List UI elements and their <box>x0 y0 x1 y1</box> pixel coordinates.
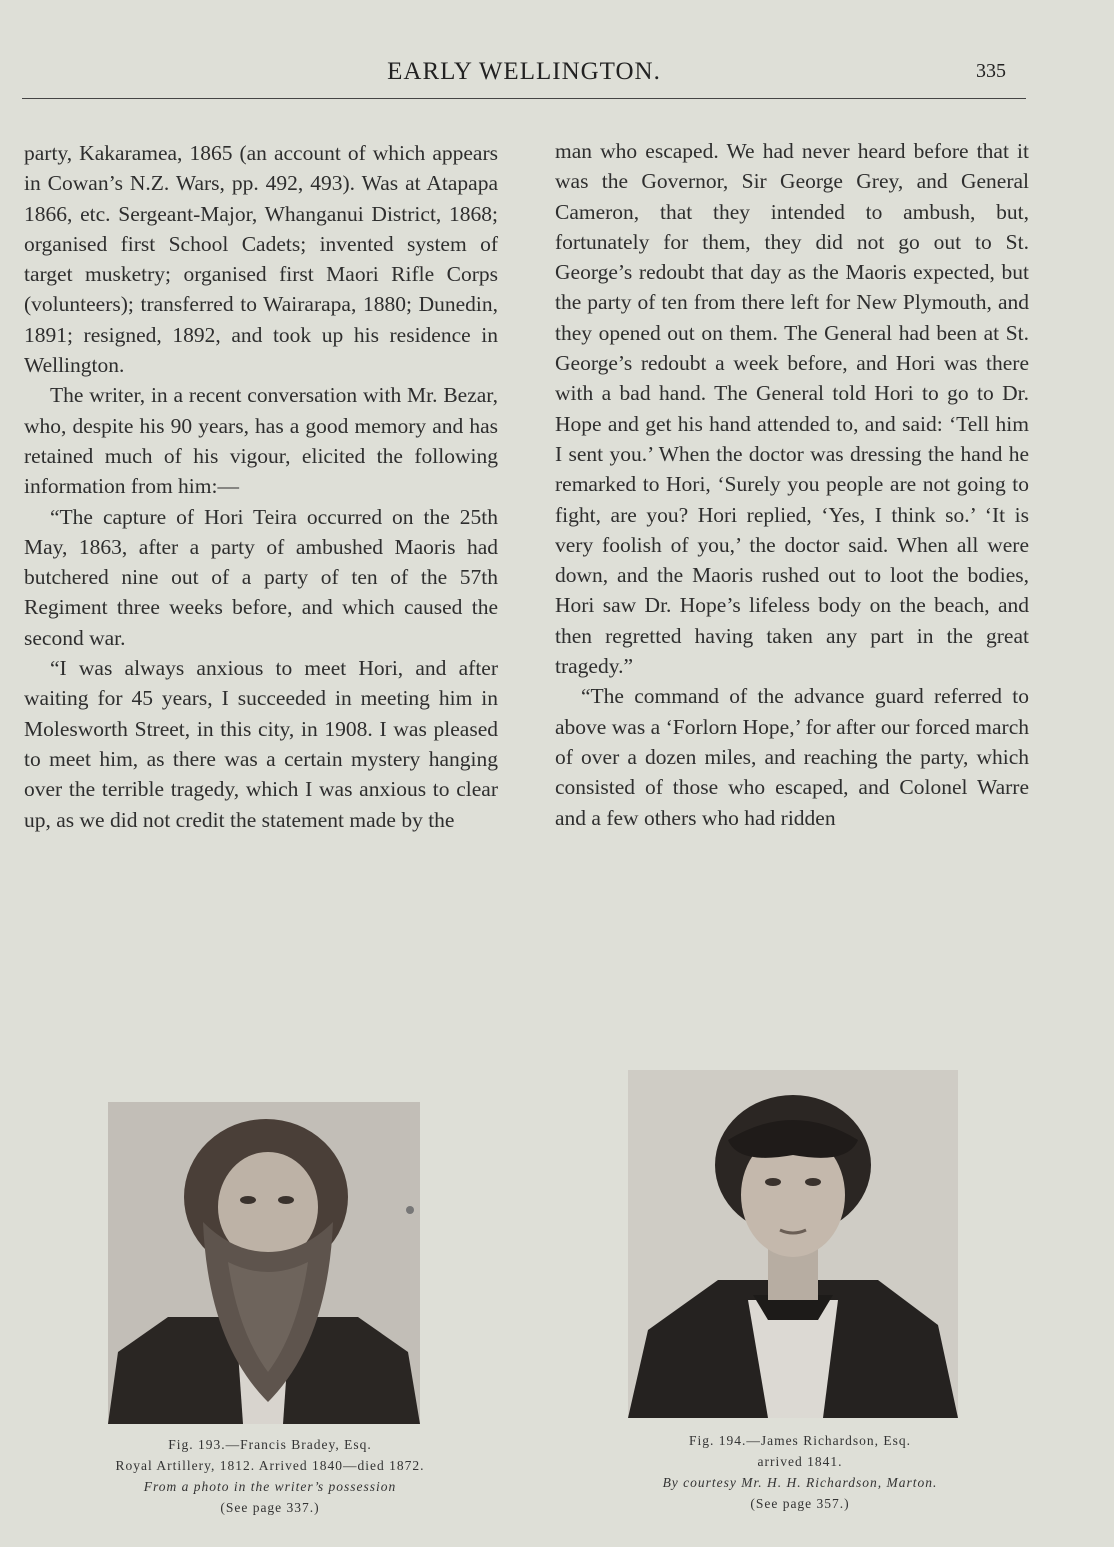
paragraph: party, Kakaramea, 1865 (an account of which appears in Cowan’s N.Z. Wars, pp. 492, 493). Was at Atapapa 1866, etc. Sergeant-Major, Whanganui District, 1868; organised first School Cadets; invented system of target musketry; organised first Maori Rifle Corps (volunteers); transferred to Wairarapa, 1880; Dunedin, 1891; resigned, 1892, and took up his residence in Wellington. <box>24 141 498 378</box>
left-text-column <box>24 138 498 835</box>
caption-line: (See page 337.) <box>220 1500 320 1515</box>
figure-194-caption <box>590 1430 1010 1514</box>
right-text-column <box>555 136 1029 833</box>
portrait-photo-francis-bradey <box>108 1102 420 1424</box>
caption-line: Fig. 193.—Francis Bradey, Esq. <box>168 1437 372 1452</box>
caption-line: Royal Artillery, 1812. Arrived 1840—died 1872. <box>115 1458 425 1473</box>
paragraph: “I was always anxious to meet Hori, and after waiting for 45 years, I succeeded in meeting him in Molesworth Street, in this city, in 1908. I was pleased to meet him, as there was a certain mystery hanging over the terrible tragedy, which I was anxious to clear up, as we did not credit the statement made by the <box>24 656 498 832</box>
portrait-photo-james-richardson <box>628 1070 958 1418</box>
running-title: EARLY WELLINGTON. <box>387 58 661 85</box>
paragraph: “The capture of Hori Teira occurred on the 25th May, 1863, after a party of ambushed Maoris had butchered nine out of a party of ten of the 57th Regiment three weeks before, and which caused the second war. <box>24 504 498 650</box>
paragraph: “The command of the advance guard referred to above was a ‘Forlorn Hope,’ for after our forced march of over a dozen miles, and reaching the party, which consisted of those who escaped, and Colonel Warre and a few others who had ridden <box>555 684 1029 830</box>
page-number: 335 <box>976 60 1006 82</box>
caption-line: From a photo in the writer’s possession <box>143 1479 397 1494</box>
page-header <box>22 58 1026 99</box>
caption-line: By courtesy Mr. H. H. Richardson, Marton. <box>662 1475 938 1490</box>
caption-line: arrived 1841. <box>757 1454 843 1469</box>
paragraph: The writer, in a recent conversation with Mr. Bezar, who, despite his 90 years, has a good memory and has retained much of his vigour, elicited the following information from him:— <box>24 383 498 499</box>
paragraph: man who escaped. We had never heard before that it was the Governor, Sir George Grey, and General Cameron, that they intended to ambush, but, fortunately for them, they did not go out to St. George’s redoubt that day as the Maoris expected, but the party of ten from there left for New Plymouth, and they opened out on them. The General had been at St. George’s redoubt a week before, and Hori was there with a bad hand. The General told Hori to go to Dr. Hope and get his hand attended to, and said: ‘Tell him I sent you.’ When the doctor was dressing the hand he remarked to Hori, ‘Surely you people are not going to fight, are you? Hori replied, ‘Yes, I think so.’ ‘It is very foolish of you,’ the doctor said. When all were down, and the Maoris rushed out to loot the bodies, Hori saw Dr. Hope’s lifeless body on the beach, and then regretted having taken any part in the great tragedy.” <box>555 139 1029 679</box>
figure-193-caption <box>50 1434 490 1518</box>
caption-line: Fig. 194.—James Richardson, Esq. <box>688 1433 912 1448</box>
caption-line: (See page 357.) <box>750 1496 850 1511</box>
